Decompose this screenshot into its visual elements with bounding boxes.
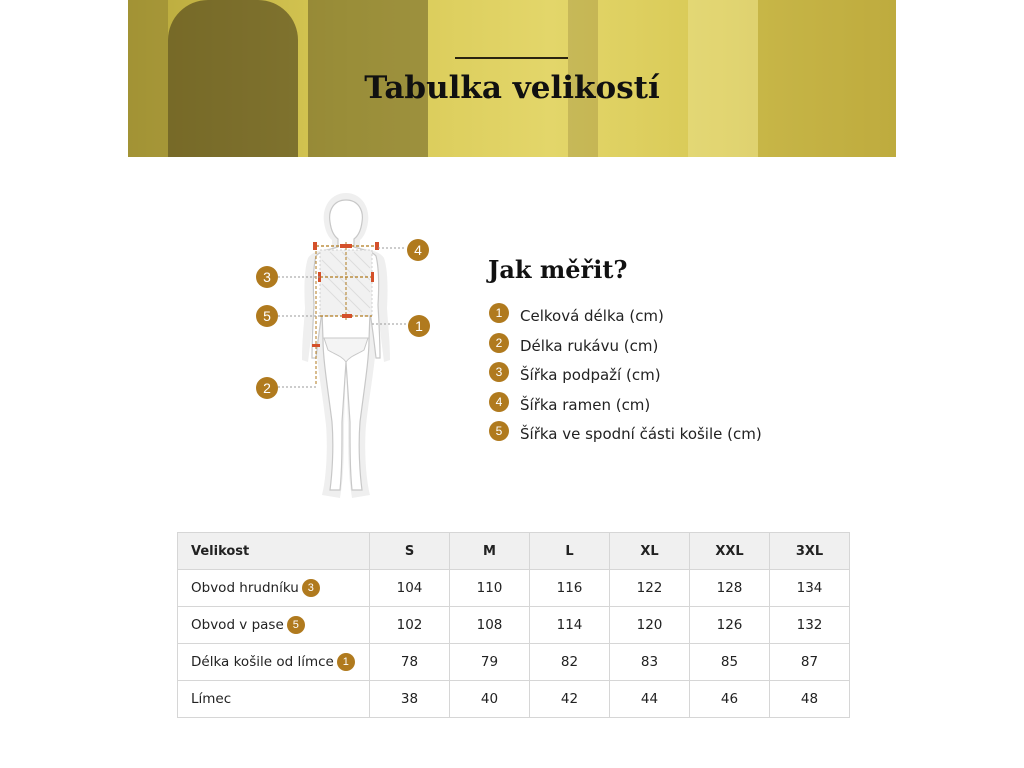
number-badge: 3 xyxy=(302,579,320,597)
table-cell: 46 xyxy=(690,681,770,718)
column-header: XL xyxy=(610,533,690,570)
table-cell: 42 xyxy=(530,681,610,718)
table-cell: 108 xyxy=(450,607,530,644)
list-item-label: Šířka ramen (cm) xyxy=(520,395,651,414)
table-cell: 38 xyxy=(370,681,450,718)
table-cell: 126 xyxy=(690,607,770,644)
table-row xyxy=(178,644,850,681)
number-badge: 1 xyxy=(337,653,355,671)
row-label: Obvod hrudníku xyxy=(191,580,299,596)
list-item-label: Celková délka (cm) xyxy=(520,307,664,325)
table-cell: 110 xyxy=(450,570,530,607)
list-item-label: Délka rukávu (cm) xyxy=(520,336,659,355)
table-cell: 104 xyxy=(370,570,450,607)
number-badge: 4 xyxy=(489,392,509,412)
table-cell: 40 xyxy=(450,681,530,718)
table-cell: 78 xyxy=(370,644,450,681)
list-item-label: Šířka podpaží (cm) xyxy=(520,366,661,384)
list-item-label: Šířka ve spodní části košile (cm) xyxy=(520,425,762,443)
number-badge: 2 xyxy=(489,333,509,353)
column-header: S xyxy=(370,533,450,570)
table-cell: 102 xyxy=(370,607,450,644)
table-cell: 116 xyxy=(530,570,610,607)
table-cell: 85 xyxy=(690,644,770,681)
list-item xyxy=(488,395,762,425)
list-item xyxy=(488,336,762,366)
table-cell: 82 xyxy=(530,644,610,681)
column-header: 3XL xyxy=(770,533,850,570)
measure-badge-1: 1 xyxy=(408,315,430,337)
measure-badge-2: 2 xyxy=(256,377,278,399)
row-label-cell xyxy=(178,644,370,681)
list-item xyxy=(488,306,762,336)
table-cell: 87 xyxy=(770,644,850,681)
table-row xyxy=(178,607,850,644)
row-label-cell xyxy=(178,570,370,607)
table-cell: 128 xyxy=(690,570,770,607)
table-row xyxy=(178,681,850,718)
header-banner xyxy=(128,0,896,157)
measurement-figure xyxy=(250,190,440,510)
measure-badge-5: 5 xyxy=(256,305,278,327)
row-label-cell xyxy=(178,607,370,644)
table-cell: 134 xyxy=(770,570,850,607)
row-label-cell xyxy=(178,681,370,718)
row-label: Límec xyxy=(191,691,232,707)
table-row xyxy=(178,570,850,607)
number-badge: 5 xyxy=(489,421,509,441)
size-table xyxy=(177,532,850,718)
how-to-title: Jak měřit? xyxy=(488,255,628,284)
row-label: Délka košile od límce xyxy=(191,654,334,670)
measure-badge-4: 4 xyxy=(407,239,429,261)
row-label: Obvod v pase xyxy=(191,617,284,633)
table-header-row xyxy=(178,533,850,570)
title-rule xyxy=(455,57,568,59)
table-cell: 79 xyxy=(450,644,530,681)
table-cell: 132 xyxy=(770,607,850,644)
table-cell: 122 xyxy=(610,570,690,607)
table-cell: 114 xyxy=(530,607,610,644)
list-item xyxy=(488,365,762,395)
how-to-measure xyxy=(488,255,908,443)
measurement-list xyxy=(488,306,762,454)
number-badge: 3 xyxy=(489,362,509,382)
page-title: Tabulka velikostí xyxy=(364,70,660,106)
column-header: XXL xyxy=(690,533,770,570)
list-item xyxy=(488,424,762,454)
table-cell: 120 xyxy=(610,607,690,644)
table-cell: 48 xyxy=(770,681,850,718)
column-header: M xyxy=(450,533,530,570)
measure-badge-3: 3 xyxy=(256,266,278,288)
number-badge: 1 xyxy=(489,303,509,323)
table-cell: 83 xyxy=(610,644,690,681)
number-badge: 5 xyxy=(287,616,305,634)
column-header: L xyxy=(530,533,610,570)
body-silhouette-illustration xyxy=(250,190,440,510)
table-cell: 44 xyxy=(610,681,690,718)
column-header: Velikost xyxy=(178,533,370,570)
